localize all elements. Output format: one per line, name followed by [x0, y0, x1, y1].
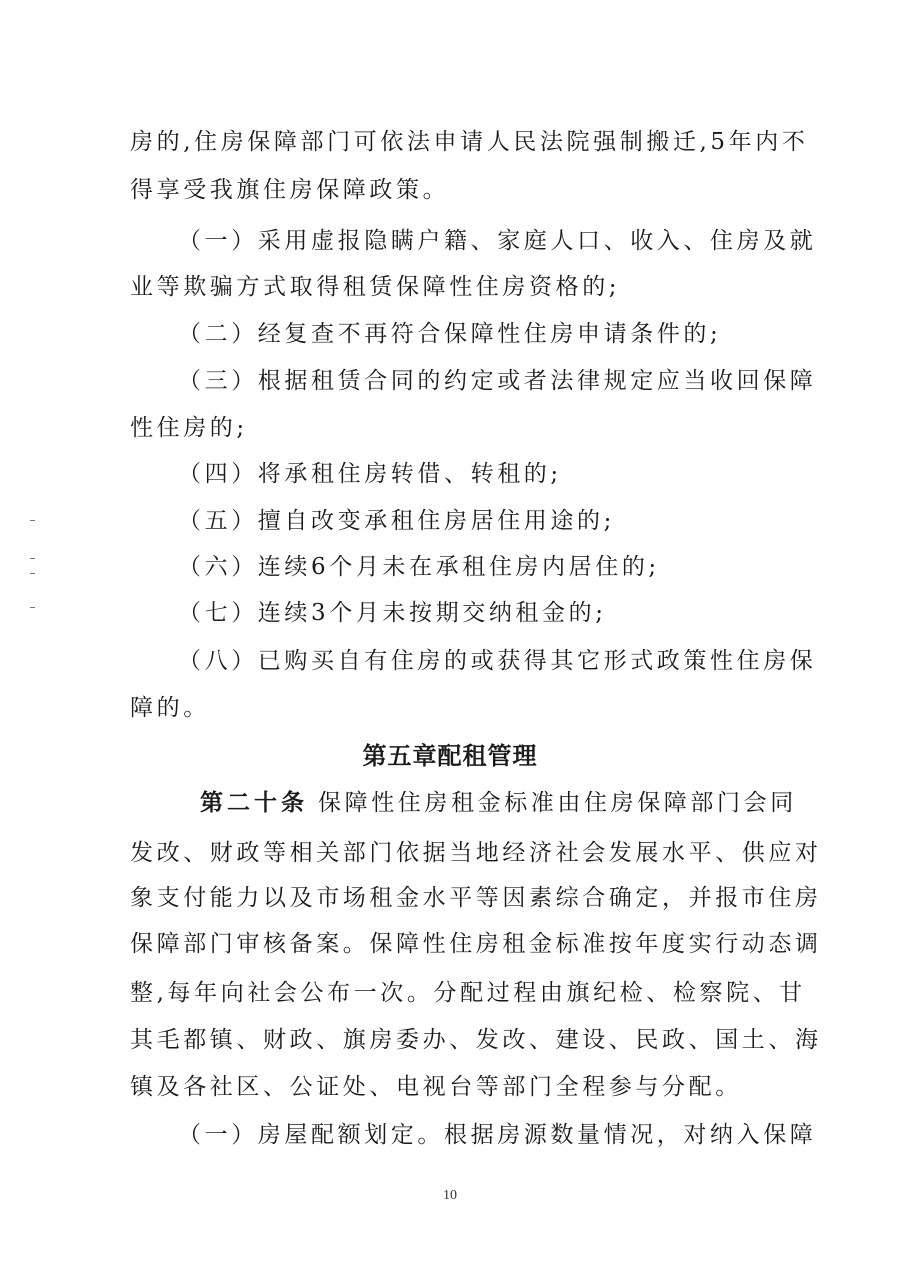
list-item-5: （五）擅自改变承租住房居住用途的;	[178, 508, 615, 534]
text-line: 障的。	[130, 695, 210, 721]
text-line: 整,每年向社会公布一次。分配过程由旗纪检、检察院、甘	[130, 980, 806, 1006]
list-item-sub-1: （一）房屋配额划定。根据房源数量情况，对纳入保障	[178, 1122, 817, 1148]
page-number: 10	[443, 1188, 457, 1203]
list-item-8: （八）已购买自有住房的或获得其它形式政策性住房保	[178, 648, 817, 674]
text-line: 房的,住房保障部门可依法申请人民法院强制搬迁,5年内不	[130, 129, 809, 155]
article-first-line	[200, 788, 797, 818]
text-line: 象支付能力以及市场租金水平等因素综合确定，并报市住房	[130, 885, 822, 911]
text-line: 得享受我旗住房保障政策。	[130, 177, 450, 203]
text-line: 业等欺骗方式取得租赁保障性住房资格的;	[130, 274, 621, 300]
list-item-2: （二）经复查不再符合保障性住房申请条件的;	[178, 321, 722, 347]
text-line: 镇及各社区、公证处、电视台等部门全程参与分配。	[130, 1074, 742, 1100]
list-item-7: （七）连续3个月未按期交纳租金的;	[178, 600, 607, 626]
scan-artifact	[30, 607, 35, 608]
text-line: 发改、财政等相关部门依据当地经济社会发展水平、供应对	[130, 840, 822, 866]
chapter-heading: 第五章配租管理	[362, 742, 538, 770]
list-item-3: （三）根据租赁合同的约定或者法律规定应当收回保障	[178, 368, 817, 394]
scan-artifact	[30, 573, 35, 574]
list-item-4: （四）将承租住房转借、转租的;	[178, 461, 562, 487]
article-text: 保障性住房租金标准由住房保障部门会同	[318, 790, 797, 816]
scan-artifact	[30, 520, 35, 521]
article-label: 第二十条	[200, 790, 308, 816]
text-line: 其毛都镇、财政、旗房委办、发改、建设、民政、国土、海	[130, 1027, 822, 1053]
text-line: 性住房的;	[130, 415, 248, 441]
text-line: 保障部门审核备案。保障性住房租金标准按年度实行动态调	[130, 931, 822, 957]
scan-artifact	[30, 558, 35, 559]
list-item-6: （六）连续6个月未在承租住房内居住的;	[178, 554, 660, 580]
list-item-1: （一）采用虚报隐瞒户籍、家庭人口、收入、住房及就	[178, 228, 817, 254]
